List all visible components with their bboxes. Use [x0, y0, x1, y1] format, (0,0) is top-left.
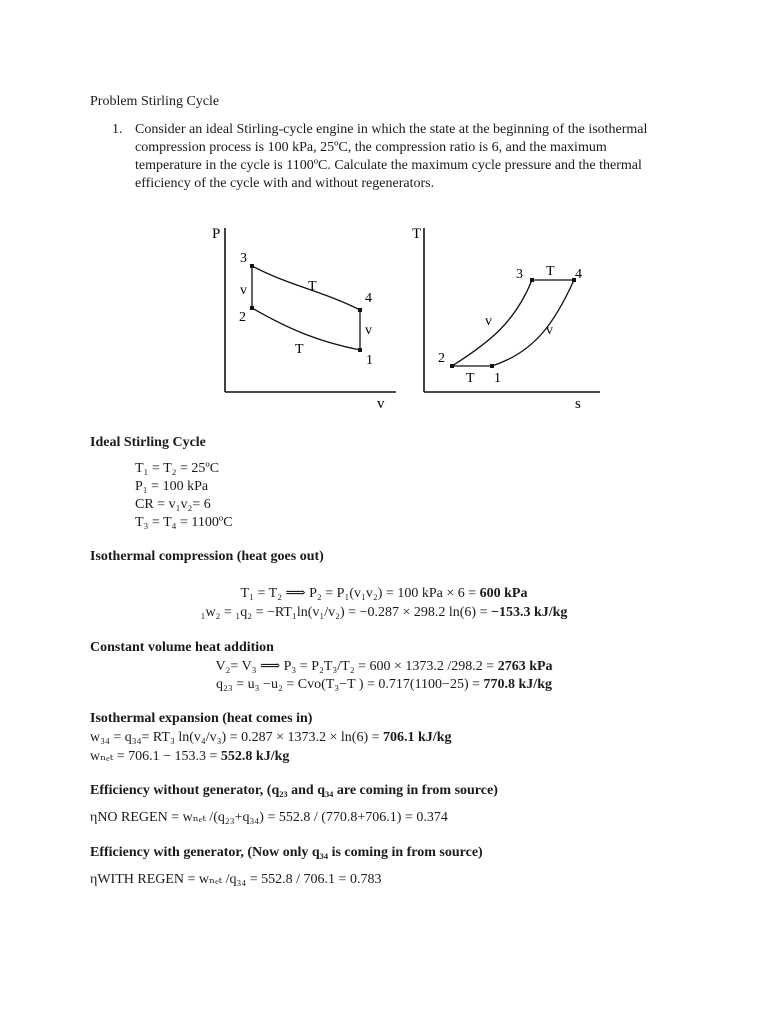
cycle-diagrams	[200, 192, 624, 418]
net-work-text: wₙₑₜ = 706.1 − 153.3 =	[90, 749, 221, 764]
pv-process-label-t-lower: T	[295, 342, 304, 357]
iso-comp-line2-result: −153.3 kJ/kg	[490, 605, 568, 620]
const-vol-line2-result: 770.8 kJ/kg	[483, 677, 552, 692]
pv-point-1-label: 1	[366, 353, 373, 368]
ts-process-label-v-right: v	[546, 323, 553, 338]
given-pressure-1: P₁ = 100 kPa	[135, 479, 209, 494]
iso-comp-line2-text: ₁w₂ = ₁q₂ = −RT₁ln(v₁/v₂) = −0.287 × 298.2 ln(6) =	[200, 605, 491, 620]
ts-point-4-label: 4	[575, 267, 582, 282]
const-vol-line1-text: V₂= V₃ ⟹ P₃ = P₂T₃/T₂ = 600 × 1373.2 /298.2 =	[215, 659, 498, 674]
net-work-result: 552.8 kJ/kg	[220, 749, 290, 764]
ts-point-3-marker	[530, 278, 534, 282]
constant-volume-pressure-line	[0, 658, 768, 675]
iso-exp-line1-result: 706.1 kJ/kg	[383, 730, 452, 745]
constant-volume-heat-line	[0, 677, 768, 693]
const-vol-line2-text: q₂₃ = u₃ −u₂ = Cvo(T₃−T ) = 0.717(1100−25) =	[216, 677, 484, 692]
ts-point-2-label: 2	[438, 351, 445, 366]
pv-point-3-marker	[250, 264, 254, 268]
pv-point-2-marker	[250, 306, 254, 310]
efficiency-with-regen-line: ηWITH REGEN = wₙₑₜ /q₃₄ = 552.8 / 706.1 = 0.783	[90, 872, 382, 887]
given-temperature-3-4: T₃ = T₄ = 1100ºC	[135, 515, 233, 530]
ts-process-label-v-left: v	[485, 314, 492, 329]
pv-point-3-label: 3	[240, 251, 247, 266]
ts-process-label-t-upper: T	[546, 264, 555, 279]
ts-y-axis-label: T	[412, 226, 422, 242]
ideal-cycle-heading: Ideal Stirling Cycle	[90, 435, 206, 450]
pv-process-label-v-left: v	[240, 283, 247, 298]
ts-process-label-t-lower: T	[466, 371, 475, 386]
problem-text: Consider an ideal Stirling-cycle engine in which the state at the beginning of the isothermal compression process is 100 kPa, 25ºC, the compression ratio is 6, and the maximum temperature in the cycle is 1100ºC. Calculate the maximum cycle pressure and the thermal efficiency of the cycle with and without regenerators.	[135, 122, 648, 191]
const-vol-line1-result: 2763 kPa	[497, 659, 553, 674]
given-compression-ratio: CR = v₁v₂= 6	[135, 497, 211, 512]
isothermal-compression-work-line	[0, 605, 768, 621]
pv-point-4-label: 4	[365, 291, 372, 306]
isothermal-expansion-heading: Isothermal expansion (heat comes in)	[90, 711, 313, 726]
isothermal-compression-pressure-line	[0, 585, 768, 602]
pv-process-label-t-upper: T	[308, 279, 317, 294]
isothermal-expansion-work-line	[90, 730, 451, 746]
pv-point-1-marker	[358, 348, 362, 352]
pv-y-axis-label: P	[212, 226, 221, 242]
iso-comp-line1-result: 600 kPa	[479, 586, 528, 601]
problem-number: 1.	[112, 122, 123, 137]
pv-x-axis-label: v	[377, 396, 385, 412]
ts-point-1-marker	[490, 364, 494, 368]
efficiency-no-regen-line: ηNO REGEN = wₙₑₜ /(q₂₃+q₃₄) = 552.8 / (770.8+706.1) = 0.374	[90, 810, 448, 825]
problem-title: Problem Stirling Cycle	[90, 94, 220, 109]
ts-point-3-label: 3	[516, 267, 523, 282]
ts-x-axis-label: s	[575, 396, 581, 412]
given-temperature-1-2: T₁ = T₂ = 25ºC	[135, 461, 220, 476]
pv-point-2-label: 2	[239, 310, 246, 325]
cycle-diagrams-svg	[200, 192, 624, 418]
iso-comp-line1-text: T₁ = T₂ ⟹ P₂ = P₁(v₁v₂) = 100 kPa × 6 =	[240, 586, 480, 601]
pv-process-label-v-right: v	[365, 323, 372, 338]
pv-point-4-marker	[358, 308, 362, 312]
constant-volume-heading: Constant volume heat addition	[90, 640, 274, 655]
iso-exp-line1-text: w₃₄ = q₃₄= RT₃ ln(v₄/v₃) = 0.287 × 1373.2 × ln(6) =	[90, 730, 384, 745]
net-work-line	[90, 748, 289, 765]
ts-point-1-label: 1	[494, 371, 501, 386]
efficiency-with-regen-heading: Efficiency with generator, (Now only q₃₄ is coming in from source)	[90, 845, 483, 860]
ts-point-2-marker	[450, 364, 454, 368]
efficiency-no-regen-heading: Efficiency without generator, (q₂₃ and q₃₄ are coming in from source)	[90, 783, 498, 798]
isothermal-compression-heading: Isothermal compression (heat goes out)	[90, 549, 324, 564]
